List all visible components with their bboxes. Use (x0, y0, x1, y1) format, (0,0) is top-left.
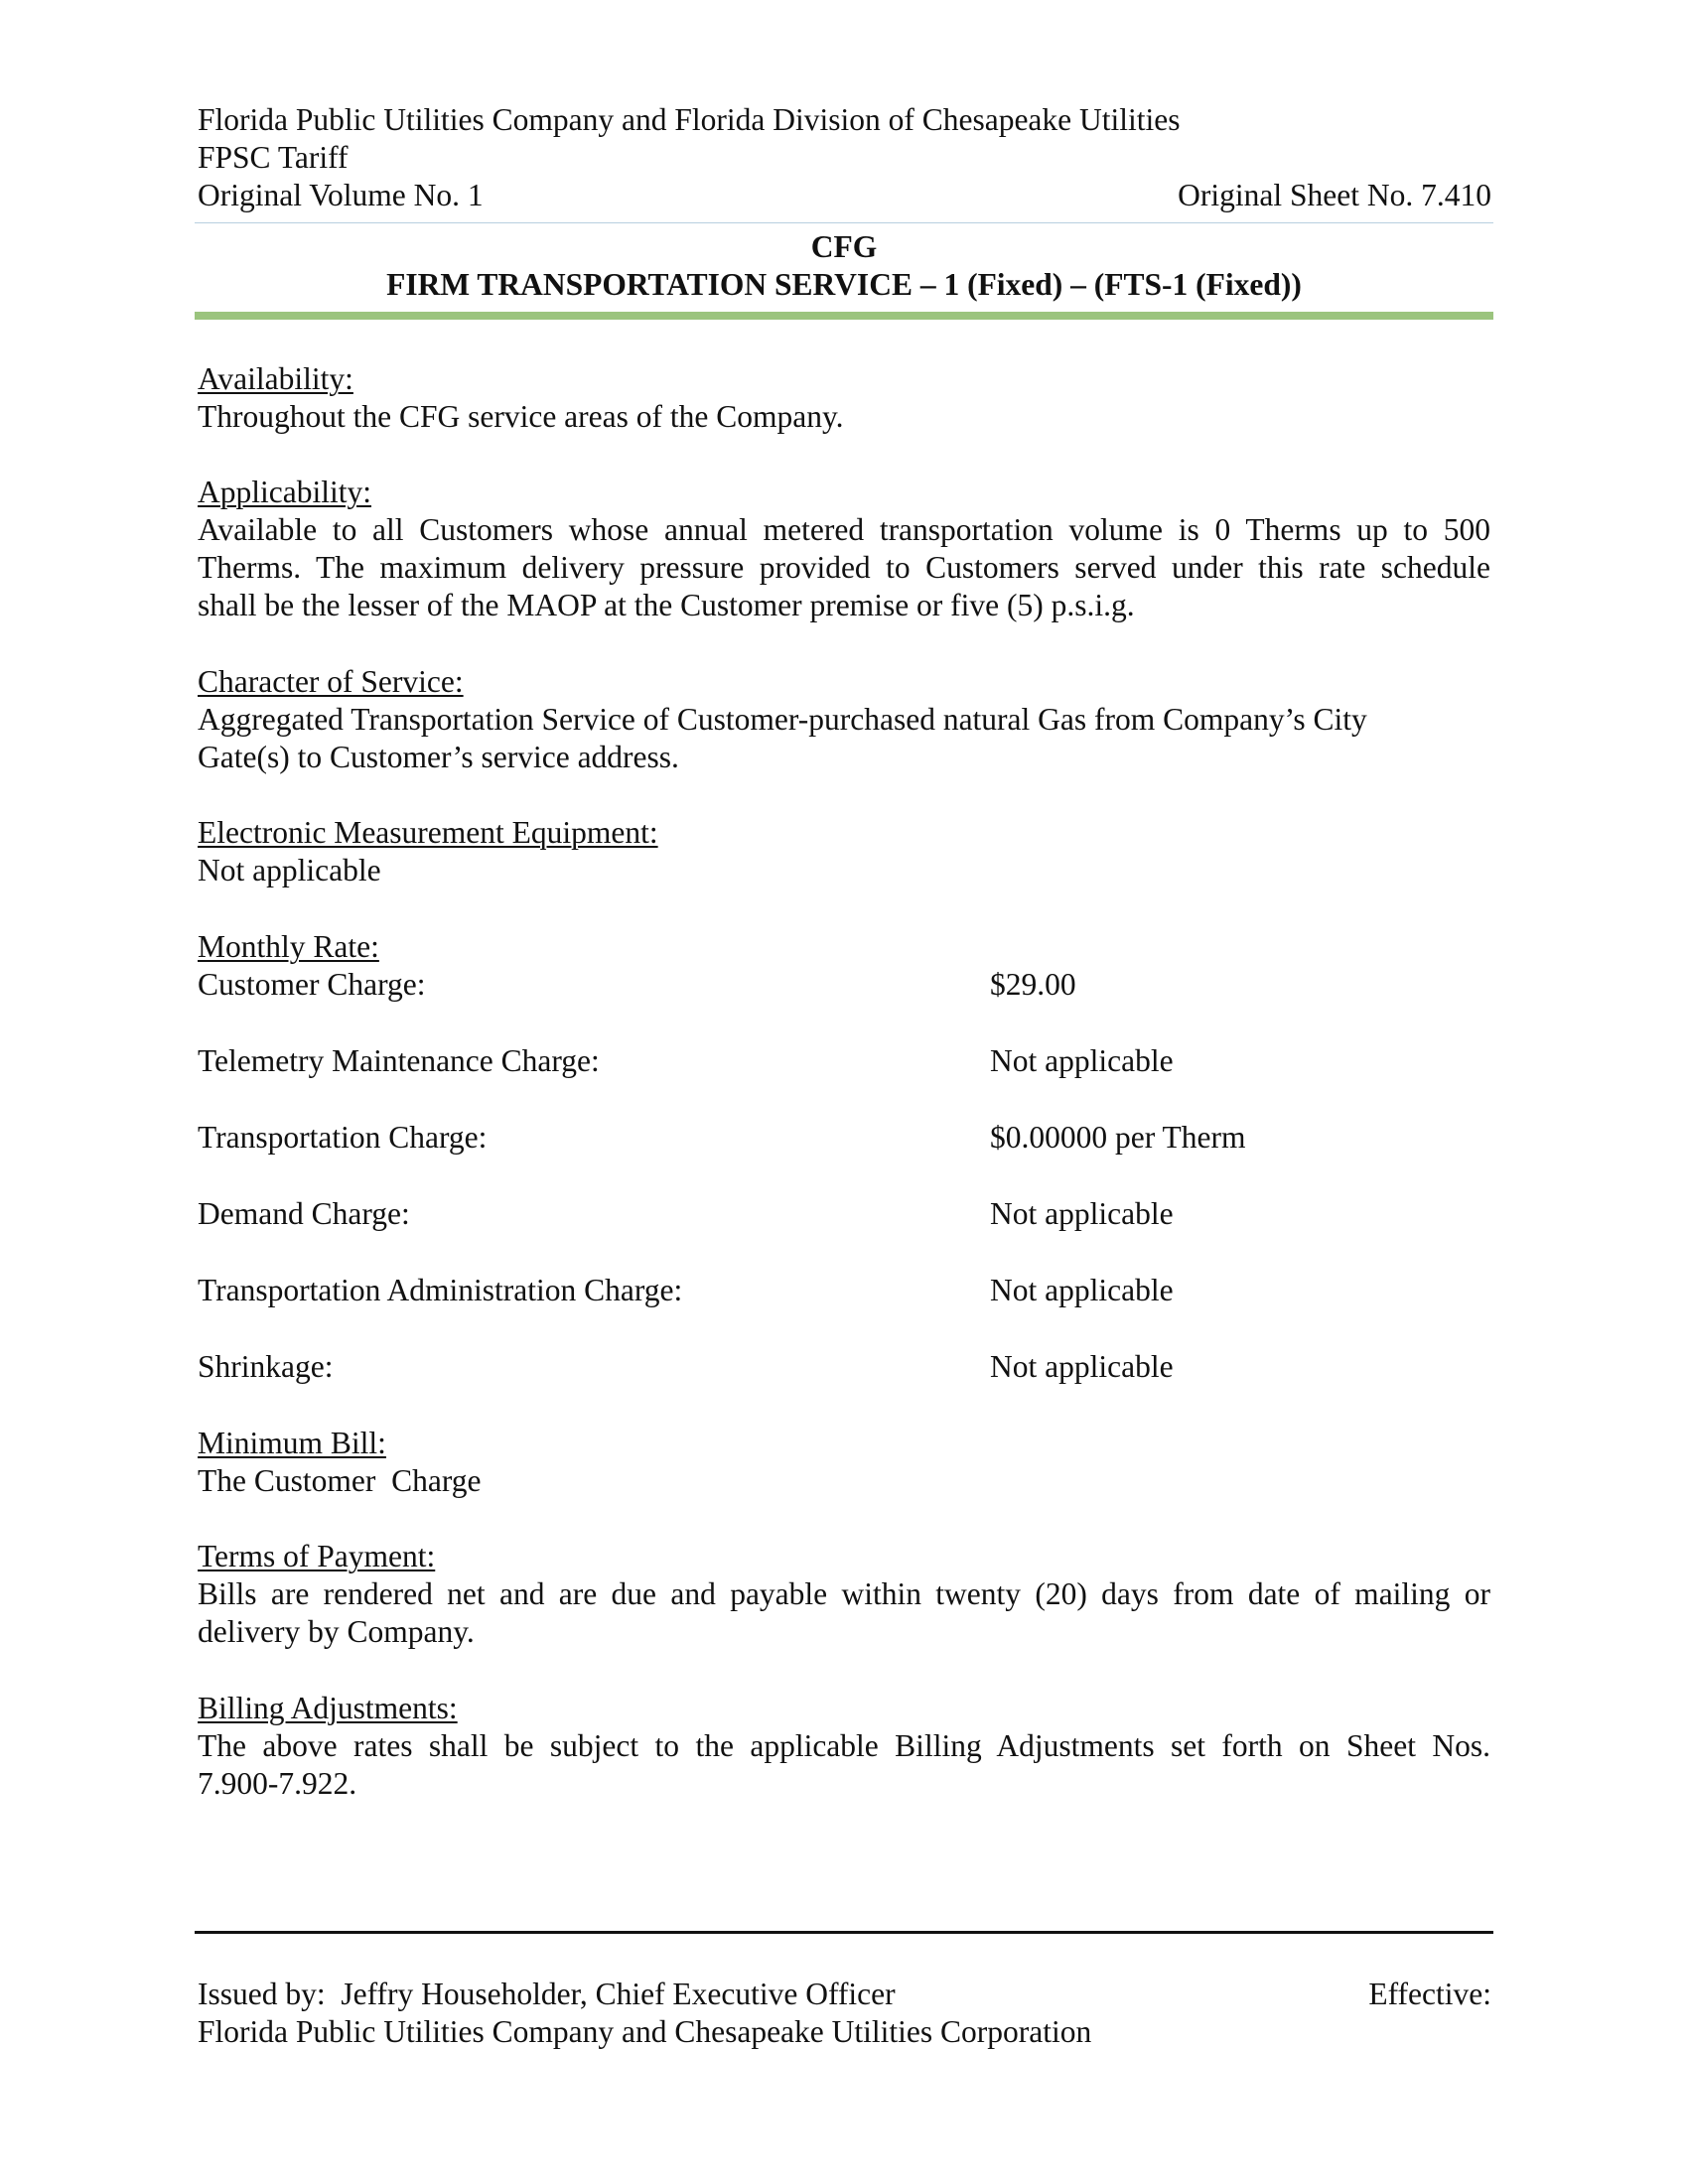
rate-label-demand: Demand Charge: (198, 1196, 410, 1231)
billing-heading: Billing Adjustments: (198, 1691, 458, 1725)
character-text-line-1: Aggregated Transportation Service of Customer-purchased natural Gas from Company’s City (198, 702, 1367, 737)
terms-text-line-1: Bills are rendered net and are due and payable within twenty (20) days from date of mailing or (198, 1576, 1490, 1611)
header-volume-line: Original Volume No. 1 (198, 178, 484, 212)
rate-value-customer-charge: $29.00 (990, 967, 1076, 1002)
footer-issued-by: Issued by: Jeffry Householder, Chief Executive Officer (198, 1977, 896, 2011)
availability-text: Throughout the CFG service areas of the Company. (198, 399, 844, 434)
title-line-2: FIRM TRANSPORTATION SERVICE – 1 (Fixed) – (FTS-1 (Fixed)) (386, 267, 1302, 302)
billing-text-line-1: The above rates shall be subject to the applicable Billing Adjustments set forth on Sheet Nos. (198, 1728, 1490, 1763)
rate-label-customer-charge: Customer Charge: (198, 967, 426, 1002)
applicability-heading: Applicability: (198, 475, 371, 509)
character-heading: Character of Service: (198, 664, 464, 699)
rate-label-administration: Transportation Administration Charge: (198, 1273, 683, 1307)
rate-value-telemetry: Not applicable (990, 1043, 1174, 1078)
rate-label-shrinkage: Shrinkage: (198, 1349, 334, 1384)
title-line-1: CFG (810, 229, 878, 264)
applicability-text-line-1: Available to all Customers whose annual metered transportation volume is 0 Therms up to 500 (198, 512, 1490, 547)
availability-heading: Availability: (198, 361, 353, 396)
rate-value-administration: Not applicable (990, 1273, 1174, 1307)
minimum-bill-heading: Minimum Bill: (198, 1426, 386, 1460)
footer-effective: Effective: (1368, 1977, 1491, 2011)
header-tariff-line: FPSC Tariff (198, 140, 349, 175)
measurement-text: Not applicable (198, 853, 381, 887)
rate-label-transportation: Transportation Charge: (198, 1120, 488, 1155)
applicability-text-line-2: Therms. The maximum delivery pressure provided to Customers served under this rate schedule (198, 550, 1490, 585)
rate-value-transportation: $0.00000 per Therm (990, 1120, 1246, 1155)
rate-value-demand: Not applicable (990, 1196, 1174, 1231)
header-sheet-number: Original Sheet No. 7.410 (1178, 178, 1491, 212)
title-rule (195, 312, 1493, 320)
measurement-heading: Electronic Measurement Equipment: (198, 815, 658, 850)
applicability-text-line-3: shall be the lesser of the MAOP at the Customer premise or five (5) p.s.i.g. (198, 588, 1135, 622)
header-rule (195, 222, 1493, 223)
character-text-line-2: Gate(s) to Customer’s service address. (198, 740, 679, 774)
monthly-rate-heading: Monthly Rate: (198, 929, 379, 964)
minimum-bill-text: The Customer Charge (198, 1463, 482, 1498)
footer-company: Florida Public Utilities Company and Chesapeake Utilities Corporation (198, 2014, 1092, 2049)
rate-label-telemetry: Telemetry Maintenance Charge: (198, 1043, 600, 1078)
footer-rule (195, 1931, 1493, 1934)
header-company-line: Florida Public Utilities Company and Florida Division of Chesapeake Utilities (198, 102, 1181, 137)
terms-heading: Terms of Payment: (198, 1539, 436, 1573)
rate-value-shrinkage: Not applicable (990, 1349, 1174, 1384)
billing-text-line-2: 7.900-7.922. (198, 1766, 357, 1801)
terms-text-line-2: delivery by Company. (198, 1614, 475, 1649)
